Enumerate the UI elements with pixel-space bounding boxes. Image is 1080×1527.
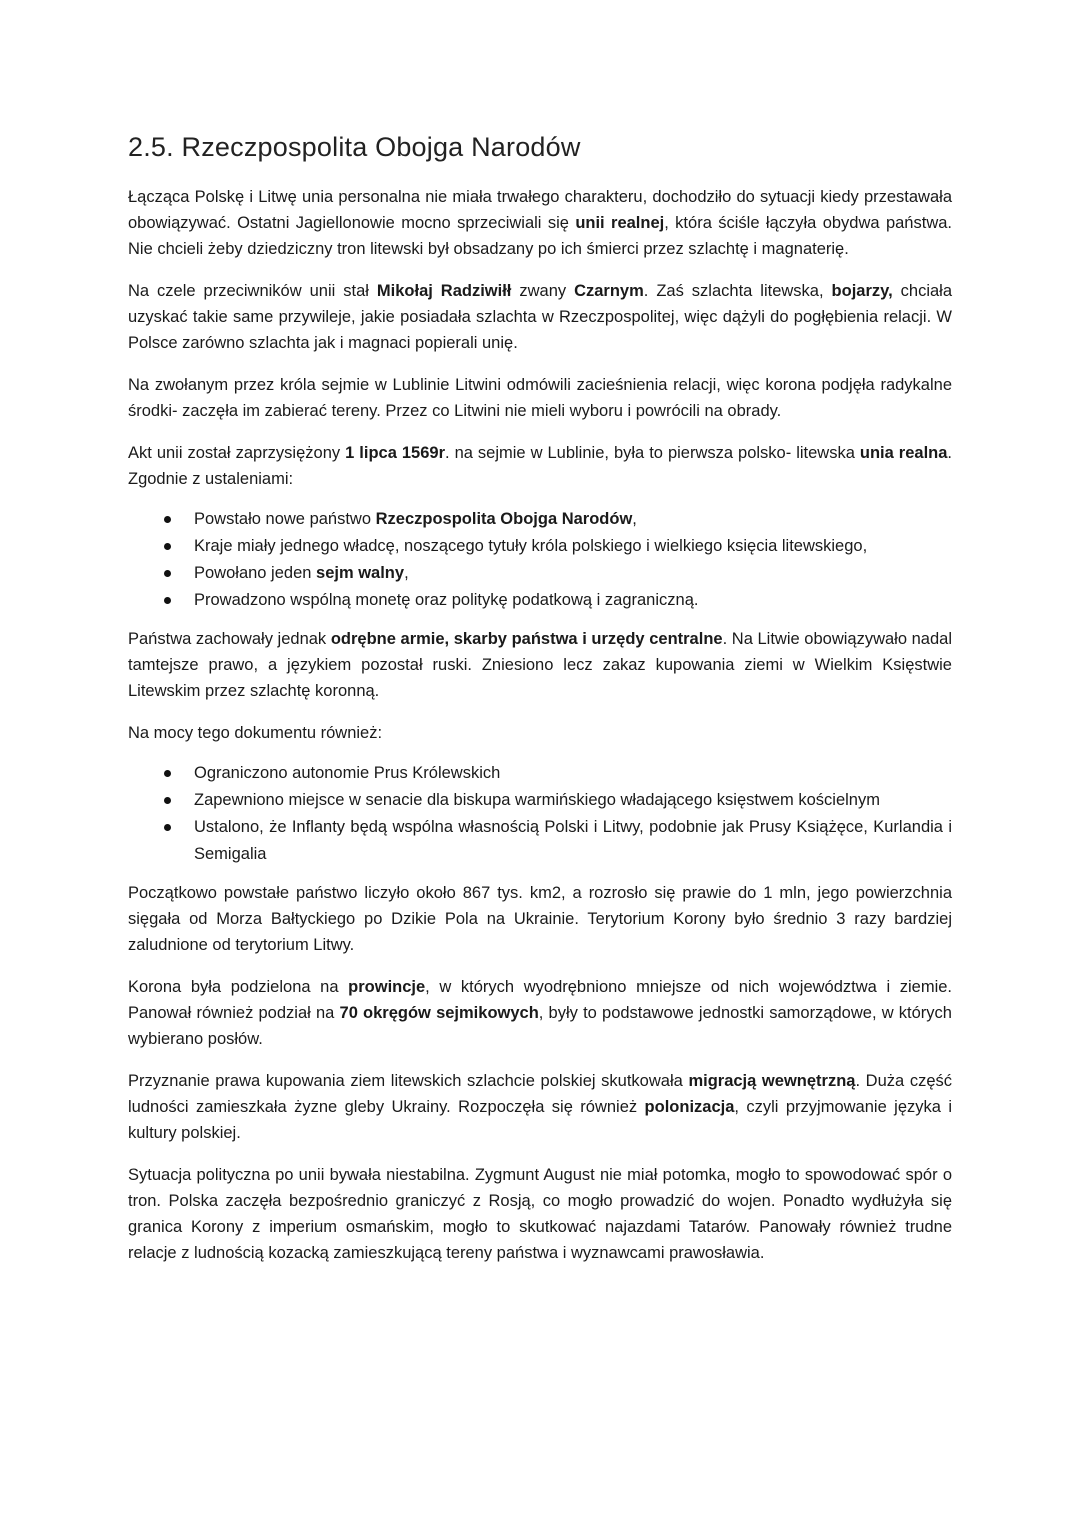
text: . Na Litwie obowiązywało nadal tamtejsze prawo, a językiem pozostał ruski. Zniesiono lecz zakaz kupowania ziemi w Wielkim Księstwie Litewskim przez szlachtę koronną. — [128, 630, 953, 700]
bold-term: 1 lipca 1569r — [345, 444, 446, 462]
text: , — [404, 564, 409, 582]
paragraph-4 — [128, 440, 952, 492]
bullet-list-2 — [128, 760, 952, 868]
text: Na czele przeciwników unii stał — [128, 282, 377, 300]
list-item: Zapewniono miejsce w senacie dla biskupa warmińskiego władającego księstwem kościelnym — [128, 787, 952, 814]
paragraph-10: Sytuacja polityczna po unii bywała niestabilna. Zygmunt August nie miał potomka, mogło to spowodować spór o tron. Polska zaczęła bezpośrednio graniczyć z Rosją, co mogło prowadzić do wojen. Ponadto wydłużyła się granica Korony z imperium osmańskim, mogło to skutkować najazdami Tatarów. Panowały również trudne relacje z ludnością kozacką zamieszkującą tereny państwa i wyznawcami prawosławia. — [128, 1166, 952, 1262]
list-item — [128, 506, 952, 533]
section-title: 2.5. Rzeczpospolita Obojga Narodów — [128, 132, 581, 162]
paragraph-5 — [128, 626, 952, 704]
list-item: Prowadzono wspólną monetę oraz politykę podatkową i zagraniczną. — [128, 587, 952, 614]
text: , która ściśle łączyła obydwa państwa. Nie chcieli żeby dziedziczny tron litewski był obsadzany po ich śmierci przez szlachtę i magnaterię. — [128, 214, 952, 258]
text: . Zgodnie z ustaleniami: — [128, 444, 953, 488]
bold-term: Mikołaj Radziwiłł — [376, 282, 512, 300]
text: Powstało nowe państwo — [194, 510, 376, 528]
text: chciała uzyskać takie same przywileje, jakie posiadała szlachta w Rzeczpospolitej, więc dążyli do pogłębienia relacji. W Polsce zarówno szlachta jak i magnaci popierali unię. — [128, 282, 953, 352]
paragraph-6: Na mocy tego dokumentu również: — [128, 724, 383, 742]
bold-term: sejm walny — [316, 564, 405, 582]
bold-term: Rzeczpospolita Obojga Narodów — [375, 510, 633, 528]
text: . Duża część ludności zamieszkała żyzne gleby Ukrainy. Rozpoczęła się również — [128, 1072, 953, 1116]
bold-term: migracją wewnętrzną — [688, 1072, 856, 1090]
paragraph-9 — [128, 1068, 952, 1146]
bold-term: 70 okręgów sejmikowych — [339, 1004, 539, 1022]
bullet-list-1 — [128, 506, 952, 614]
text: Powołano jeden — [194, 564, 317, 582]
document-page — [128, 128, 952, 1282]
text: zwany — [511, 282, 575, 300]
list-item: Kraje miały jednego władcę, noszącego tytuły króla polskiego i wielkiego księcia litewskiego, — [128, 533, 952, 560]
paragraph-7: Początkowo powstałe państwo liczyło około 867 tys. km2, a rozrosło się prawie do 1 mln, jego powierzchnia sięgała od Morza Bałtyckiego po Dzikie Pola na Ukrainie. Terytorium Korony było średnio 3 razy bardziej zaludnione od terytorium Litwy. — [128, 884, 952, 954]
paragraph-2 — [128, 278, 952, 356]
text: . na sejmie w Lublinie, była to pierwsza polsko- litewska — [445, 444, 860, 462]
text: . Zaś szlachta litewska, — [643, 282, 832, 300]
text: Przyznanie prawa kupowania ziem litewskich szlachcie polskiej skutkowała — [128, 1072, 689, 1090]
text: Państwa zachowały jednak — [128, 630, 331, 648]
text: Korona była podzielona na — [128, 978, 349, 996]
list-item — [128, 560, 952, 587]
paragraph-1 — [128, 184, 952, 262]
bold-term: Czarnym — [574, 282, 644, 300]
list-item: Ustalono, że Inflanty będą wspólna własnością Polski i Litwy, podobnie jak Prusy Książęce, Kurlandia i Semigalia — [128, 814, 952, 868]
list-item: Ograniczono autonomie Prus Królewskich — [128, 760, 952, 787]
bold-term: unii realnej — [575, 214, 665, 232]
paragraph-8 — [128, 974, 952, 1052]
bold-term: polonizacja — [644, 1098, 735, 1116]
text: Łącząca Polskę i Litwę unia personalna nie miała trwałego charakteru, dochodziło do sytuacji kiedy przestawała obowiązywać. Ostatni Jagiellonowie mocno sprzeciwiali się — [128, 188, 952, 232]
text: Akt unii został zaprzysiężony — [128, 444, 346, 462]
bold-term: prowincje — [348, 978, 426, 996]
paragraph-3: Na zwołanym przez króla sejmie w Lublinie Litwini odmówili zacieśnienia relacji, więc korona podjęła radykalne środki- zaczęła im zabierać tereny. Przez co Litwini nie mieli wyboru i powrócili na obrady. — [128, 376, 952, 420]
bold-term: odrębne armie, skarby państwa i urzędy centralne — [330, 630, 723, 648]
text: , były to podstawowe jednostki samorządowe, w których wybierano posłów. — [128, 1004, 952, 1048]
text: , czyli przyjmowanie języka i kultury polskiej. — [128, 1098, 952, 1142]
bold-term: bojarzy, — [831, 282, 893, 300]
text: , — [632, 510, 637, 528]
bold-term: unia realna — [859, 444, 948, 462]
text: , w których wyodrębniono mniejsze od nich województwa i ziemie. Panował również podział na — [128, 978, 953, 1022]
